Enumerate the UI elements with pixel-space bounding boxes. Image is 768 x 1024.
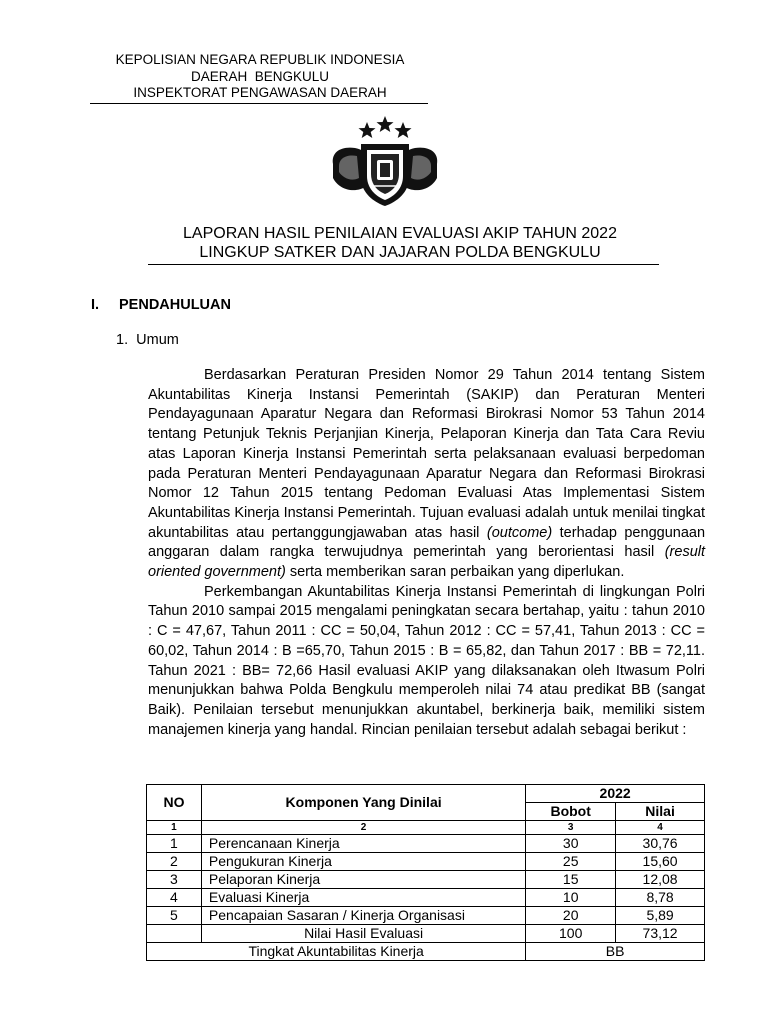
row-component: Pencapaian Sasaran / Kinerja Organisasi	[201, 907, 525, 925]
index-cell: 1	[147, 821, 202, 835]
table-total-row	[147, 925, 705, 943]
level-label: Tingkat Akuntabilitas Kinerja	[147, 943, 526, 961]
row-no: 3	[147, 871, 202, 889]
row-bobot: 10	[526, 889, 616, 907]
header-year: 2022	[526, 785, 705, 803]
report-title-line-2: LINGKUP SATKER DAN JAJARAN POLDA BENGKULU	[199, 244, 601, 261]
index-cell: 4	[616, 821, 705, 835]
table-row	[147, 853, 705, 871]
row-component: Perencanaan Kinerja	[201, 835, 525, 853]
table-row	[147, 889, 705, 907]
paragraph-1-italic-1: (outcome)	[486, 524, 553, 541]
report-title-line-1: LAPORAN HASIL PENILAIAN EVALUASI AKIP TAHUN 2022	[183, 225, 617, 242]
paragraph-1-italic-2: (result oriented government)	[148, 544, 706, 581]
header-nilai: Nilai	[616, 803, 705, 821]
row-component: Pengukuran Kinerja	[201, 853, 525, 871]
row-bobot: 20	[526, 907, 616, 925]
letterhead-line-1: KEPOLISIAN NEGARA REPUBLIK INDONESIA	[115, 52, 405, 67]
row-nilai: 30,76	[616, 835, 705, 853]
row-component: Pelaporan Kinerja	[201, 871, 525, 889]
report-title-underline	[148, 264, 659, 265]
letterhead-line-3: INSPEKTORAT PENGAWASAN DAERAH	[133, 85, 387, 100]
report-title	[140, 224, 660, 262]
row-no: 2	[147, 853, 202, 871]
police-emblem-icon	[325, 116, 445, 208]
total-empty-cell	[147, 925, 202, 943]
total-nilai: 73,12	[616, 925, 705, 943]
total-bobot: 100	[526, 925, 616, 943]
row-no: 5	[147, 907, 202, 925]
paragraph-1	[148, 366, 705, 583]
row-bobot: 15	[526, 871, 616, 889]
row-nilai: 5,89	[616, 907, 705, 925]
table-row	[147, 835, 705, 853]
header-no: NO	[147, 785, 202, 821]
evaluation-table	[146, 784, 705, 961]
letterhead	[90, 52, 430, 102]
table-row	[147, 871, 705, 889]
level-value: BB	[526, 943, 705, 961]
row-bobot: 25	[526, 853, 616, 871]
row-nilai: 15,60	[616, 853, 705, 871]
table-header-row	[147, 785, 705, 803]
subsection-heading: 1. Umum	[116, 332, 179, 348]
letterhead-underline	[90, 103, 428, 104]
paragraph-1-part-3: serta memberikan saran perbaikan yang diperlukan.	[289, 564, 625, 581]
table-index-row	[147, 821, 705, 835]
paragraph-1-part-1: Berdasarkan Peraturan Presiden Nomor 29 Tahun 2014 tentang Sistem Akuntabilitas Kinerja Instansi Pemerintah (SAKIP) dan Peraturan Menteri Pendayagunaan Aparatur Negara dan Reformasi Birokrasi Nomor 53 Tahun 2014 tentang Petunjuk Teknis Perjanjian Kinerja, Pelaporan Kinerja dan Tata Cara Reviu atas Laporan Kinerja Instansi Pemerintah serta pelaksanaan evaluasi berpedoman pada Peraturan Menteri Pendayagunaan Aparatur Negara dan Reformasi Birokrasi Nomor 12 Tahun 2015 tentang Pedoman Evaluasi Atas Implementasi Sistem Akuntabilitas Kinerja Instansi Pemerintah. Tujuan evaluasi adalah untuk menilai tingkat akuntabilitas atau pertanggungjawaban atas hasil	[148, 367, 705, 541]
row-nilai: 8,78	[616, 889, 705, 907]
section-title: PENDAHULUAN	[119, 297, 231, 313]
row-no: 4	[147, 889, 202, 907]
paragraph-2: Perkembangan Akuntabilitas Kinerja Instansi Pemerintah di lingkungan Polri Tahun 2010 sampai 2015 mengalami peningkatan secara bertahap, yaitu : tahun 2010 : C = 47,67, Tahun 2011 : CC = 50,04, Tahun 2012 : CC = 57,41, Tahun 2013 : CC = 60,02, Tahun 2014 : B =65,70, Tahun 2015 : B = 65,82, dan Tahun 2017 : BB = 72,11. Tahun 2021 : BB= 72,66 Hasil evaluasi AKIP yang dilaksanakan oleh Itwasum Polri menunjukkan bahwa Polda Bengkulu memperoleh nilai 74 atau predikat BB (sangat Baik). Penilaian tersebut menunjukkan akuntabel, berkinerja baik, memiliki sistem manajemen kinerja yang handal. Rincian penilaian tersebut adalah sebagai berikut :	[148, 583, 705, 738]
header-component: Komponen Yang Dinilai	[201, 785, 525, 821]
row-nilai: 12,08	[616, 871, 705, 889]
paragraph-1-part-2: terhadap penggunaan anggaran dalam rangka terwujudnya pemerintah yang berorientasi hasil	[148, 524, 706, 561]
total-label: Nilai Hasil Evaluasi	[201, 925, 525, 943]
table-level-row	[147, 943, 705, 961]
index-cell: 2	[201, 821, 525, 835]
row-no: 1	[147, 835, 202, 853]
header-bobot: Bobot	[526, 803, 616, 821]
letterhead-line-2: DAERAH BENGKULU	[190, 68, 330, 84]
row-component: Evaluasi Kinerja	[201, 889, 525, 907]
section-number: I.	[91, 297, 100, 313]
row-bobot: 30	[526, 835, 616, 853]
body-text	[148, 366, 705, 740]
table-row	[147, 907, 705, 925]
index-cell: 3	[526, 821, 616, 835]
